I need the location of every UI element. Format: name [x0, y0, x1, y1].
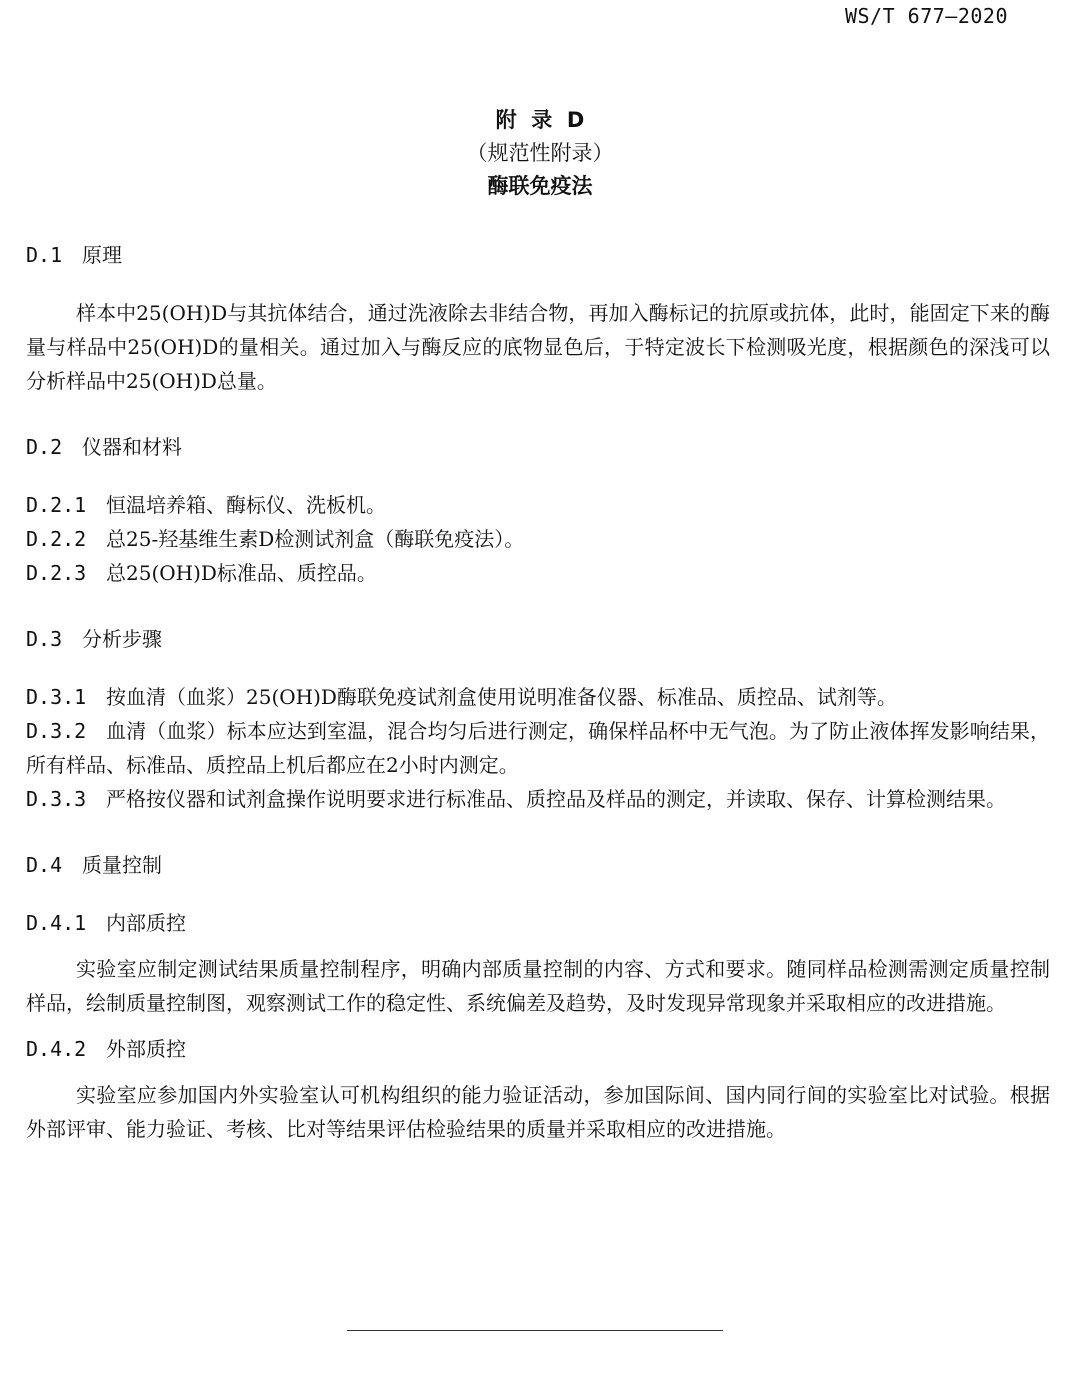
section-title: 质量控制: [82, 853, 162, 877]
document-body: [26, 238, 1050, 1146]
subsection-title: 外部质控: [106, 1037, 186, 1061]
item-number: D.3.1: [26, 685, 87, 709]
section-number: D.2: [26, 435, 63, 459]
appendix-subject: 酶联免疫法: [487, 174, 593, 198]
section-heading-d3: [26, 622, 1050, 656]
item-text: 恒温培养箱、酶标仪、洗板机。: [106, 493, 386, 517]
subsection-number: D.4.2: [26, 1037, 87, 1061]
section-heading-d2: [26, 430, 1050, 464]
item-text: 严格按仪器和试剂盒操作说明要求进行标准品、质控品及样品的测定，并读取、保存、计算检测结果。: [106, 787, 1006, 811]
document-code: WS/T 677—2020: [844, 4, 1008, 28]
appendix-type: （规范性附录）: [466, 141, 614, 165]
subsection-heading-d41: [26, 906, 1050, 940]
section-number: D.4: [26, 853, 63, 877]
end-of-appendix-rule: [347, 1330, 723, 1331]
subsection-paragraph-d42: 实验室应参加国内外实验室认可机构组织的能力验证活动，参加国际间、国内同行间的实验室比对试验。根据外部评审、能力验证、考核、比对等结果评估检验结果的质量并采取相应的改进措施。: [26, 1083, 1050, 1141]
appendix-title-block: [0, 104, 1080, 203]
list-item: [26, 488, 1050, 522]
section-title: 原理: [82, 243, 122, 267]
subsection-title: 内部质控: [106, 911, 186, 935]
section-paragraph-d1: 样本中25(OH)D与其抗体结合，通过洗液除去非结合物，再加入酶标记的抗原或抗体，此时，能固定下来的酶量与样品中25(OH)D的量相关。通过加入与酶反应的底物显色后，于特定波长下检测吸光度，根据颜色的深浅可以分析样品中25(OH)D总量。: [26, 301, 1050, 393]
subsection-number: D.4.1: [26, 911, 87, 935]
list-item: [26, 782, 1050, 816]
item-text: 总25-羟基维生素D检测试剂盒（酶联免疫法）。: [106, 527, 525, 551]
section-title: 仪器和材料: [82, 435, 182, 459]
item-text: 按血清（血浆）25(OH)D酶联免疫试剂盒使用说明准备仪器、标准品、质控品、试剂等。: [106, 685, 897, 709]
item-number: D.3.3: [26, 787, 87, 811]
section-number: D.3: [26, 627, 63, 651]
subsection-paragraph-d41: 实验室应制定测试结果质量控制程序，明确内部质量控制的内容、方式和要求。随同样品检测需测定质量控制样品，绘制质量控制图，观察测试工作的稳定性、系统偏差及趋势，及时发现异常现象并采取相应的改进措施。: [26, 957, 1050, 1015]
item-number: D.2.2: [26, 527, 87, 551]
appendix-title: 附 录 D: [495, 108, 585, 132]
list-item: [26, 714, 1050, 782]
item-number: D.3.2: [26, 719, 87, 743]
list-item: [26, 522, 1050, 556]
item-number: D.2.1: [26, 493, 87, 517]
item-text: 血清（血浆）标本应达到室温，混合均匀后进行测定，确保样品杯中无气泡。为了防止液体挥发影响结果，所有样品、标准品、质控品上机后都应在2小时内测定。: [26, 719, 1050, 777]
list-item: [26, 680, 1050, 714]
item-text: 总25(OH)D标准品、质控品。: [106, 561, 377, 585]
section-title: 分析步骤: [82, 627, 162, 651]
section-heading-d4: [26, 848, 1050, 882]
list-item: [26, 556, 1050, 590]
item-number: D.2.3: [26, 561, 87, 585]
section-heading-d1: [26, 238, 1050, 272]
section-number: D.1: [26, 243, 63, 267]
subsection-heading-d42: [26, 1032, 1050, 1066]
